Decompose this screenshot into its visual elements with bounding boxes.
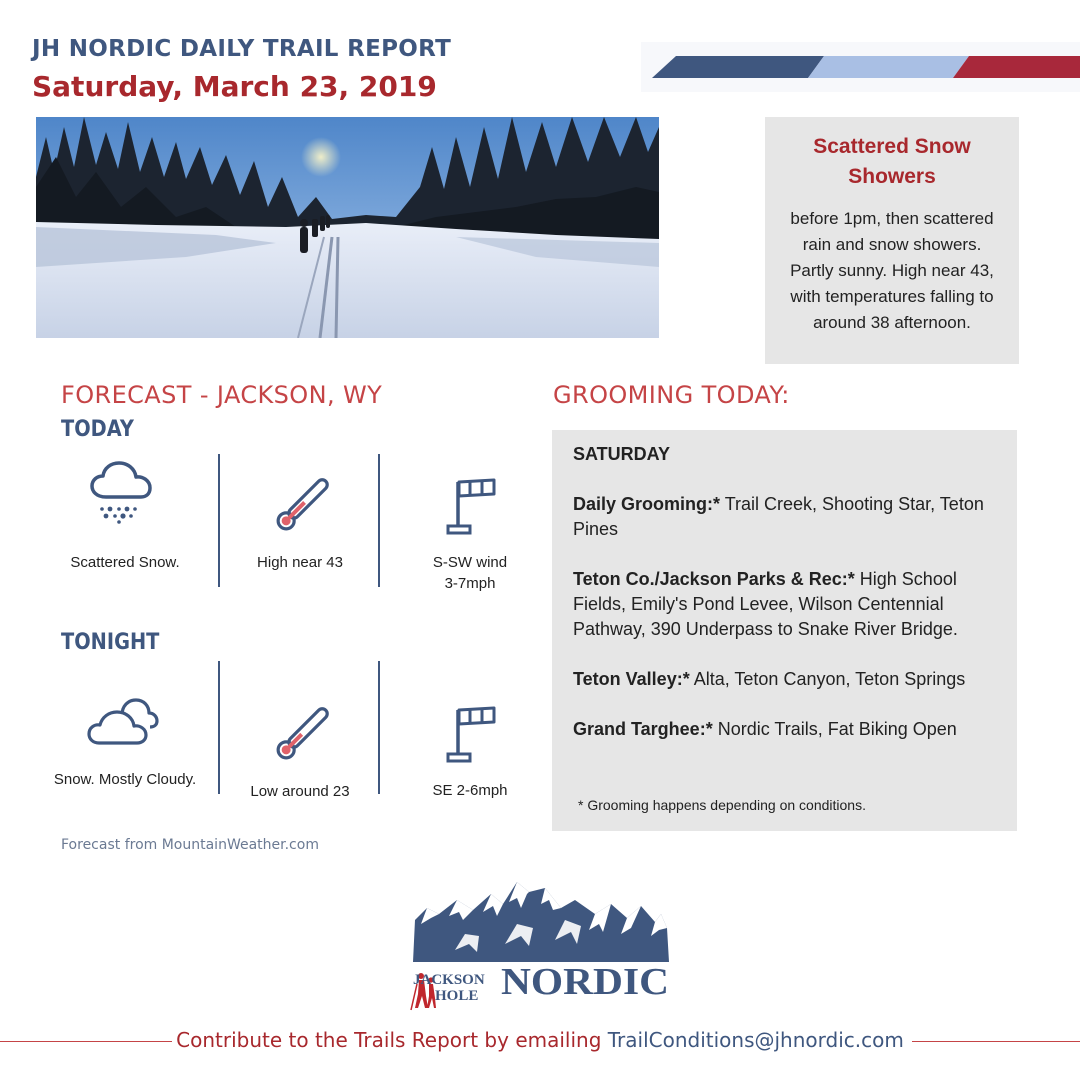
today-condition-text: Scattered Snow. <box>70 554 180 571</box>
divider <box>218 661 220 794</box>
report-title: JH NORDIC DAILY TRAIL REPORT <box>32 36 452 62</box>
jackson-hole-nordic-logo <box>405 880 675 1015</box>
cloudy-icon <box>86 695 160 754</box>
grooming-item-text: Trail Creek, Shooting Star, Teton Pines <box>573 494 984 539</box>
grooming-item <box>573 667 997 692</box>
tonight-temperature-text: Low around 23 <box>250 783 350 800</box>
report-date: Saturday, March 23, 2019 <box>32 70 437 103</box>
grooming-panel <box>552 430 1017 831</box>
footer-prefix: Contribute to the Trails Report by emailing <box>176 1028 602 1052</box>
logo-line2: HOLE <box>435 988 479 1004</box>
thermometer-icon <box>270 704 332 771</box>
forecast-summary-panel <box>765 117 1019 364</box>
grooming-item-label: Teton Co./Jackson Parks & Rec:* <box>573 569 855 589</box>
divider <box>378 661 380 794</box>
thermometer-icon <box>270 475 332 542</box>
forecast-credit: Forecast from MountainWeather.com <box>61 837 319 853</box>
grooming-note: * Grooming happens depending on conditions. <box>578 797 866 813</box>
logo-line1: JACKSON <box>413 972 485 988</box>
summary-title: Scattered Snow Showers <box>813 135 971 188</box>
trail-photo <box>36 117 659 338</box>
summary-text: before 1pm, then scattered rain and snow showers. Partly sunny. High near 43, with temperatures falling to around 38 afternoon. <box>790 209 994 332</box>
divider <box>218 454 220 587</box>
grooming-item-text: Nordic Trails, Fat Biking Open <box>717 719 957 739</box>
snow-cloud-icon <box>88 460 158 531</box>
grooming-item-label: Daily Grooming:* <box>573 494 721 514</box>
tonight-label: TONIGHT <box>61 630 160 655</box>
today-wind-direction: S-SW wind <box>432 554 508 571</box>
contact-email-link[interactable]: TrailConditions@jhnordic.com <box>607 1028 904 1052</box>
grooming-item <box>573 567 997 642</box>
logo-word: NORDIC <box>501 961 669 1003</box>
tonight-wind-text: SE 2-6mph <box>432 782 508 799</box>
today-label: TODAY <box>61 417 134 442</box>
footer-text <box>0 1028 1080 1052</box>
grooming-item-label: Grand Targhee:* <box>573 719 713 739</box>
grooming-title: GROOMING TODAY: <box>553 381 790 409</box>
tonight-condition-text: Snow. Mostly Cloudy. <box>53 771 197 788</box>
today-wind-speed: 3-7mph <box>444 575 496 592</box>
today-temperature-text: High near 43 <box>257 554 343 571</box>
grooming-item-label: Teton Valley:* <box>573 669 690 689</box>
grooming-item-text: Alta, Teton Canyon, Teton Springs <box>693 669 966 689</box>
grooming-item-text: High School Fields, Emily's Pond Levee, Wilson Centennial Pathway, 390 Underpass to Snake River Bridge. <box>573 569 958 639</box>
grooming-item <box>573 492 997 542</box>
footer <box>0 1025 1080 1055</box>
today-wind-text <box>400 552 540 594</box>
windsock-icon <box>442 704 502 769</box>
grooming-item <box>573 717 997 742</box>
divider <box>378 454 380 587</box>
forecast-title: FORECAST - JACKSON, WY <box>61 381 383 409</box>
header-stripe-decoration <box>641 42 1080 92</box>
windsock-icon <box>442 476 502 541</box>
grooming-day: SATURDAY <box>573 444 671 464</box>
